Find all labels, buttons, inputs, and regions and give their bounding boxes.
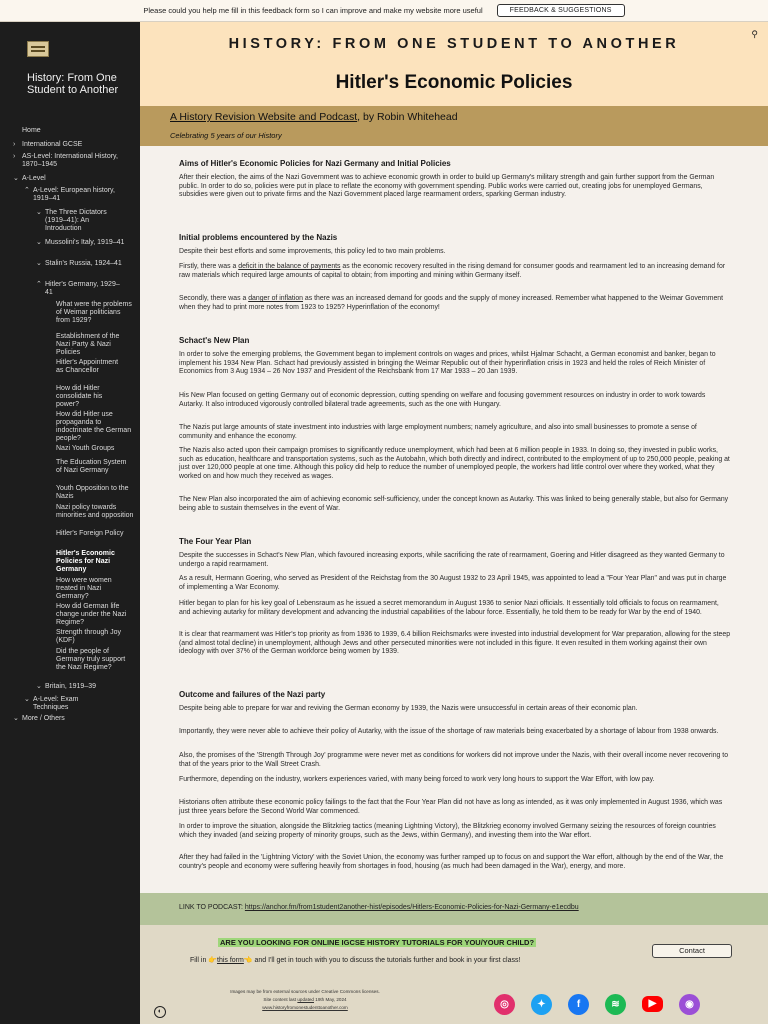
site-subtitle [170,111,458,123]
instagram-icon[interactable]: ◎ [494,994,515,1015]
podcasts-icon[interactable]: ◉ [679,994,700,1015]
paragraph: Furthermore, depending on the industry, workers experiences varied, with many being forced to work very long hours to support the War Effort, with low pay. [179,776,655,783]
nav-item-education[interactable]: The Education System of Nazi Germany [56,459,127,474]
paragraph: It is clear that rearmament was Hitler's top priority as from 1936 to 1939, 6.4 billion Reichsmarks were invested into industrial development for War preparation, allowing for the steep (and almost total decline) in unemployment, although Jews and other persecuted minorities were not included in this figure. It even resulted in them working against their own ideology with over 37% of the German workforce being women by 1939. [179,631,731,656]
nav-item-as-level[interactable]: › AS-Level: International History, 1870–1945 [13,153,118,168]
chevron-right-icon[interactable]: › [13,153,16,160]
section-heading: Outcome and failures of the Nazi party [179,690,326,699]
nav-item-kdf[interactable]: Strength through Joy (KDF) [56,629,121,644]
paragraph: Despite their best efforts and some improvements, this policy led to two main problems. [179,248,446,255]
paragraph: Hitler began to plan for his key goal of Lebensraum as he issued a secret memorandum in August 1936 to senior Nazi officials. It essentially told officials to focus on rearmament, and achieving autarky for military development and advancing the industrial capabilities of the labour force. Essentially, he told them to be ready for War by the end of 1940. [179,600,719,616]
nav-item-youth-opposition[interactable]: Youth Opposition to the Nazis [56,485,129,500]
chevron-down-icon[interactable]: ⌃ [24,187,30,194]
site-brand[interactable]: HISTORY: FROM ONE STUDENT TO ANOTHER [228,36,680,52]
inflation-link[interactable]: danger of inflation [248,295,303,302]
updated-link[interactable]: updated [297,997,314,1002]
paragraph: As a result, Hermann Goering, who served as President of the Reichstag from the 30 August 1932 to 23 April 1945, was appointed to lead a "Four Year Plan" and was put in charge of implementing a War Economy. [179,575,727,591]
site-logo-icon[interactable] [27,41,49,57]
nav-item-mussolini[interactable]: ⌄ Mussolini's Italy, 1919–41 [36,239,125,246]
twitter-icon[interactable]: ✦ [531,994,552,1015]
podcast-link[interactable]: https://anchor.fm/from1student2another-hist/episodes/Hitlers-Economic-Policies-for-Nazi-Germany-e1ecdbu [244,904,579,911]
paragraph: After their election, the aims of the Nazi Government was to achieve economic growth in order to build up Germany's military strength and gain further support from the German public. In order to do so, policies were put in place to reflate the economy with government spending. Public works were carried out, creating jobs for unemployed Germans, subsidies were given out to private firms and the Nazi Government placed large rearmament orders, sparking German industry. [179,174,715,199]
tutorials-section [140,925,768,981]
nav-item-chancellor[interactable]: Hitler's Appointment as Chancellor [56,359,119,374]
point-left-icon: 👈 [243,957,253,964]
paragraph: Also, the promises of the 'Strength Through Joy' programme were never met as conditions for workers did not improve under the Nazis, with their overall income never recovering to that of the years prior to the Wall Street Crash. [179,752,729,768]
nav-item-minorities[interactable]: Nazi policy towards minorities and opposition [56,504,134,519]
point-right-icon: 👉 [208,957,217,964]
chevron-right-icon[interactable]: ⌄ [36,239,42,246]
nav-item-propaganda[interactable]: How did Hitler use propaganda to indoctrinate the German people? [56,411,132,442]
section-heading: Aims of Hitler's Economic Policies for Nazi Germany and Initial Policies [179,159,451,168]
paragraph: Firstly, there was a deficit in the balance of payments as the economic recovery resulted in the rising demand for consumer goods and rearmament led to an increasing demand for raw materials which required large amounts of capital to obtain; from importing and mining within Germany itself. [179,263,726,279]
chevron-right-icon[interactable]: › [13,141,16,148]
chevron-right-icon[interactable]: ⌄ [36,260,42,267]
chevron-right-icon[interactable]: ⌄ [24,696,30,703]
nav-item-support-regime[interactable]: Did the people of Germany truly support the Nazi Regime? [56,648,126,671]
search-icon[interactable]: ⚲ [751,29,758,39]
paragraph: The New Plan also incorporated the aim of achieving economic self-sufficiency, under the concept known as Autarky. This was linked to being generally stable, but also for Germany being able to sustain themselves in the event of War. [179,496,729,512]
subtitle-link[interactable]: A History Revision Website and Podcast [170,111,358,123]
nav-item-youth-groups[interactable]: Nazi Youth Groups [56,445,115,452]
nav-item-a-level[interactable]: ⌄ A-Level [13,175,46,182]
nav-item-igcse[interactable]: › International GCSE [13,141,83,148]
tutorials-headline: ARE YOU LOOKING FOR ONLINE IGCSE HISTORY TUTORIALS FOR YOU/YOUR CHILD? [220,938,535,947]
nav-item-foreign-policy[interactable]: Hitler's Foreign Policy [56,530,124,537]
feedback-button[interactable]: FEEDBACK & SUGGESTIONS [497,4,625,17]
nav-item-home[interactable]: Home [22,127,41,134]
sidebar [0,22,140,1024]
form-link[interactable]: this form [217,957,244,964]
subtitle-author: , by Robin Whitehead [357,111,458,123]
nav-item-more[interactable]: ⌄ More / Others [13,715,65,722]
footer [140,981,768,1024]
footer-updated: Site content last updated 19th May, 2024 [263,997,347,1002]
paragraph: Despite being able to prepare for war and reviving the German economy by 1939, the Nazis were unsuccessful in certain areas of their economic plan. [179,705,638,712]
nav-item-stalin[interactable]: ⌄ Stalin's Russia, 1924–41 [36,260,122,267]
nav-item-women[interactable]: How were women treated in Nazi Germany? [56,577,112,600]
cookie-settings-icon[interactable]: ◐ [154,1006,166,1018]
article-content [140,146,768,893]
feedback-message: Please could you help me fill in this feedback form so I can improve and make my website more useful [143,6,483,15]
facebook-icon[interactable]: f [568,994,589,1015]
paragraph: The Nazis also acted upon their campaign promises to significantly reduce unemployment, which had been at 6 million people in 1933. In doing so, they invested in public works, such as education, healthcare and transportation systems, such as the Autobahn, which both directly and indirect, contributed to the employment of up to 250,000 people, peaking at just over 120,000 people at one time. Although this policy did help to reduce the number of unemployed people, the workers had little control over where they worked, what they worked on and how much they received as wages. [179,447,730,480]
tutorials-text: Fill in 👉this form👈 and I'll get in touch with you to discuss the tutorials further and book in your first class! [190,957,521,964]
paragraph: Secondly, there was a danger of inflation as there was an increased demand for goods and the supply of money increased. Remember what happened to the Weimar Government when they had to print more notes from 1923 to 1925? Hyperinflation of the economy! [179,295,724,311]
nav-item-european-history[interactable]: ⌃ A-Level: European history, 1919–41 [24,187,115,202]
paragraph: In order to solve the emerging problems, the Government began to implement controls on wages and prices, whilst Hjalmar Schacht, a German economist and banker, began to implement his 1934 New Plan. Schact had previously assisted in bringing the Weimar Republic out of their hyperinflation crisis in 1923 and held the roles of Reich Minister of Economics from 3 Aug 1934 – 26 Nov 1937 and President of the Reichsbank from 17 Mar 1933 – 20 Jan 1939. [179,351,716,376]
nav-item-nazi-party[interactable]: Establishment of the Nazi Party & Nazi Policies [56,333,120,356]
site-url-link[interactable]: www.historyfromonestudenttoanother.com [262,1005,348,1010]
paragraph: Historians often attribute these economic policy failings to the fact that the Four Year Plan did not have as long as intended, as it was only implemented in August 1936, which was just three years before the Second World War commenced. [179,799,723,815]
paragraph: His New Plan focused on getting Germany out of economic depression, cutting spending on welfare and focusing government resources on industry in order to work towards Autarky. It also introduced vigorously controlled bilateral trade agreements, such as the one with Hungary. [179,392,706,408]
nav-item-hitler-germany[interactable]: ⌃ Hitler's Germany, 1929–41 [36,281,120,296]
chevron-right-icon[interactable]: ⌄ [36,209,42,216]
paragraph: After they had failed in the 'Lightning Victory' with the Soviet Union, the economy was further ramped up to focus on and support the War effort, although by the end of the War, the country's people and economy were suffering heavily from shortages in food, housing (as much had been damaged in the War), energy, and more. [179,854,724,870]
nav-item-britain[interactable]: ⌄ Britain, 1919–39 [36,683,96,690]
chevron-up-icon[interactable]: ⌃ [36,281,42,288]
section-heading: Schact's New Plan [179,336,250,345]
spotify-icon[interactable]: ≋ [605,994,626,1015]
footer-site-url [210,1005,400,1010]
subheader [140,106,768,146]
section-heading: The Four Year Plan [179,537,252,546]
nav-item-exam-techniques[interactable]: ⌄ A-Level: Exam Techniques [24,696,79,711]
page-title: Hitler's Economic Policies [335,72,573,93]
paragraph: In order to improve the situation, alongside the Blitzkrieg tactics (meaning Lightning Victory), the Blitzkrieg economy involved Germany seizing the resources of foreign countries which they invaded (and seizing property of minority groups, such as the Jews, within Germany), and investing them into the War effort. [179,823,716,839]
chevron-right-icon[interactable]: ⌄ [36,683,42,690]
section-heading: Initial problems encountered by the Nazis [179,233,338,242]
site-title[interactable]: History: From One Student to Another [27,72,119,96]
feedback-banner [0,0,768,22]
nav-item-consolidate-power[interactable]: How did Hitler consolidate his power? [56,385,103,408]
paragraph: Despite the successes in Schact's New Plan, which favoured increasing exports, while sacrificing the rate of rearmament, Goering and Hitler disagreed as they wanted Germany to undergo a rapid rearmament. [179,552,725,568]
paragraph: The Nazis put large amounts of state investment into industries with large employment numbers; namely agriculture, and also into small businesses to promote a sense of community and enhance the economy. [179,424,697,440]
nav-item-weimar-problems[interactable]: What were the problems of Weimar politicians from 1929? [56,301,132,324]
podcast-section [140,893,768,925]
deficit-link[interactable]: deficit in the balance of payments [238,263,341,270]
footer-license: Images may be from external sources under Creative Commons licenses. [230,989,380,994]
contact-button[interactable]: Contact [652,944,732,958]
nav-item-economic-policies[interactable]: Hitler's Economic Policies for Nazi Germany [56,550,115,573]
youtube-icon[interactable]: ▶ [642,996,663,1012]
nav-item-three-dictators[interactable]: ⌄ The Three Dictators (1919–41): An Introduction [36,209,107,232]
chevron-down-icon[interactable]: ⌄ [13,175,19,182]
nav-item-german-life[interactable]: How did German life change under the Nazi Regime? [56,603,127,626]
celebrating-text: Celebrating 5 years of our History [170,131,282,140]
paragraph: Importantly, they were never able to achieve their policy of Autarky, with the issue of the shortage of raw materials being exacerbated by a shortage of labour from 1938 onwards. [179,728,719,735]
header [140,22,768,106]
podcast-link-row: LINK TO PODCAST: https://anchor.fm/from1student2another-hist/episodes/Hitlers-Economic-Policies-for-Nazi-Germany-e1ecdbu [179,904,579,911]
chevron-right-icon[interactable]: ⌄ [13,715,19,722]
